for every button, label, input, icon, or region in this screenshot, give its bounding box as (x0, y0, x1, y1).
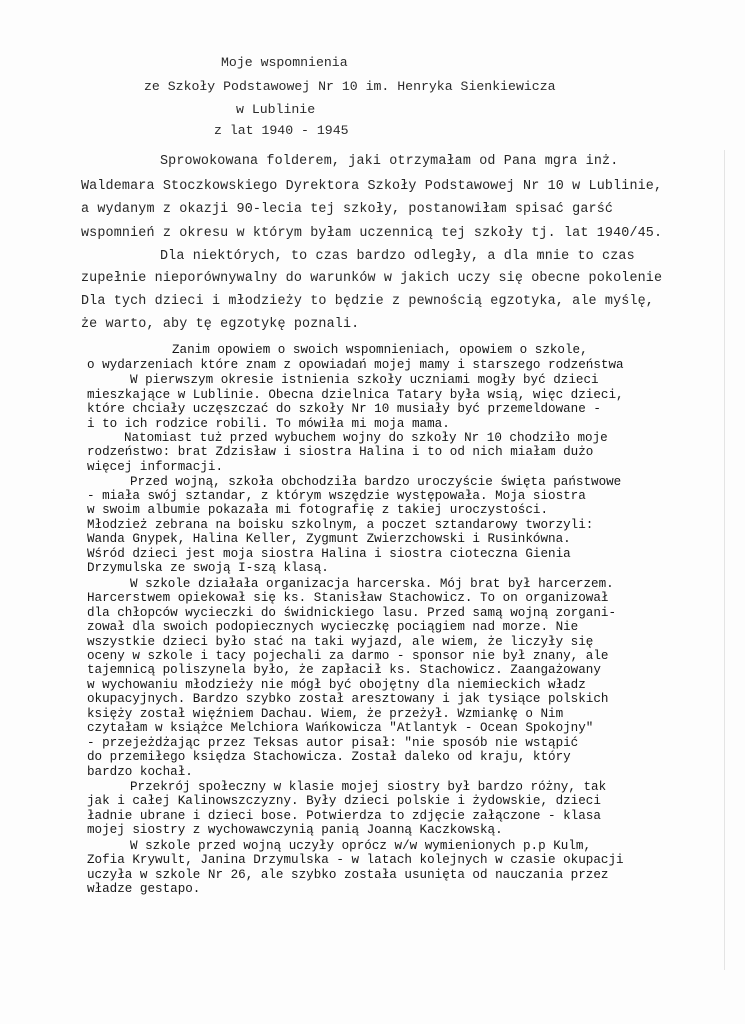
title-line: ze Szkoły Podstawowej Nr 10 im. Henryka Sienkiewicza (144, 79, 556, 94)
body-line: Sprowokowana folderem, jaki otrzymałam od Pana mgra inż. (160, 154, 619, 169)
body-line: więcej informacji. (87, 460, 224, 474)
body-line: wszystkie dzieci było stać na taki wyjazd, ale wiem, że liczyły się (87, 635, 594, 649)
body-line: zupełnie nieporównywalny do warunków w jakich uczy się obecne pokolenie (81, 271, 663, 286)
body-line: W szkole działała organizacja harcerska. Mój brat był harcerzem. (130, 577, 614, 591)
title-line: z lat 1940 - 1945 (214, 123, 349, 138)
body-line: w swoim albumie pokazała mi fotografię z takiej uroczystości. (87, 503, 549, 517)
body-line: władze gestapo. (87, 882, 201, 896)
body-line: Dla niektórych, to czas bardzo odległy, a dla mnie to czas (160, 249, 635, 264)
body-line: zował dla swoich podopiecznych wycieczkę pociągiem nad morze. Nie (87, 620, 579, 634)
body-line: mojej siostry z wychowawczynią panią Joanną Kaczkowską. (87, 823, 503, 837)
body-line: - miała swój sztandar, z którym wszędzie występowała. Moja siostra (87, 489, 586, 503)
body-line: jak i całej Kalinowszczyzny. Były dzieci polskie i żydowskie, dzieci (87, 794, 601, 808)
body-line: okupacyjnych. Bardzo szybko został aresztowany i jak tysiące polskich (87, 692, 609, 706)
body-line: wspomnień z okresu w którym byłam uczennicą tej szkoły tj. lat 1940/45. (81, 226, 663, 241)
body-line: księży został więźniem Dachau. Wiem, że przeżył. Wzmiankę o Nim (87, 707, 564, 721)
body-line: Przed wojną, szkoła obchodziła bardzo uroczyście święta państwowe (130, 475, 622, 489)
body-line: oceny w szkole i tacy pojechali za darmo - sponsor nie był znany, ale (87, 649, 609, 663)
body-line: Zofia Krywult, Janina Drzymulska - w latach kolejnych w czasie okupacji (87, 853, 624, 867)
body-line: dla chłopców wycieczki do świdnickiego lasu. Przed samą wojną zorgani- (87, 606, 617, 620)
body-line: do przemiłego księdza Stachowicza. Został daleko od kraju, który (87, 750, 571, 764)
body-line: ładnie ubrane i dzieci bose. Potwierdza to zdjęcie załączone - klasa (87, 809, 601, 823)
body-line: Zanim opowiem o swoich wspomnieniach, opowiem o szkole, (172, 343, 588, 357)
body-line: w wychowaniu młodzieży nie mógł być obojętny dla niemieckich władz (87, 678, 586, 692)
body-line: bardzo kochał. (87, 765, 193, 779)
body-line: - przejeżdżając przez Teksas autor pisał: "nie sposób nie wstąpić (87, 736, 579, 750)
body-line: czytałam w książce Melchiora Wańkowicza "Atlantyk - Ocean Spokojny" (87, 721, 594, 735)
body-line: uczyła w szkole Nr 26, ale szybko została usunięta od nauczania przez (87, 868, 609, 882)
body-line: Waldemara Stoczkowskiego Dyrektora Szkoły Podstawowej Nr 10 w Lublinie, (81, 179, 663, 194)
body-line: mieszkające w Lublinie. Obecna dzielnica Tatary była wsią, więc dzieci, (87, 388, 624, 402)
body-line: Natomiast tuż przed wybuchem wojny do szkoły Nr 10 chodziło moje (124, 431, 608, 445)
body-line: tajemnicą poliszynela było, że zapłacił ks. Stachowicz. Zaangażowany (87, 663, 601, 677)
body-line: W pierwszym okresie istnienia szkoły uczniami mogły być dzieci (130, 373, 599, 387)
page-edge-line (724, 150, 725, 970)
body-line: Wśród dzieci jest moja siostra Halina i siostra cioteczna Gienia (87, 547, 571, 561)
body-line: o wydarzeniach które znam z opowiadań mojej mamy i starszego rodzeństwa (87, 358, 624, 372)
body-line: które chciały uczęszczać do szkoły Nr 10 musiały być przemeldowane - (87, 402, 601, 416)
body-line: Wanda Gnypek, Halina Keller, Zygmunt Zwierzchowski i Rusinkówna. (87, 532, 571, 546)
body-line: Harcerstwem opiekował się ks. Stanisław Stachowicz. To on organizował (87, 591, 609, 605)
body-line: Drzymulska ze swoją I-szą klasą. (87, 561, 329, 575)
title-line: w Lublinie (236, 102, 316, 117)
body-line: Dla tych dzieci i młodzieży to będzie z pewnością egzotyka, ale myślę, (81, 294, 654, 309)
body-line: że warto, aby tę egzotykę poznali. (81, 317, 360, 332)
body-line: rodzeństwo: brat Zdzisław i siostra Halina i to od nich miałam dużo (87, 445, 594, 459)
body-line: i to ich rodzice robili. To mówiła mi moja mama. (87, 417, 450, 431)
title-line: Moje wspomnienia (221, 55, 348, 70)
body-line: W szkole przed wojną uczyły oprócz w/w wymienionych p.p Kulm, (130, 839, 592, 853)
body-line: Przekrój społeczny w klasie mojej siostry był bardzo różny, tak (130, 780, 607, 794)
body-line: a wydanym z okazji 90-lecia tej szkoły, postanowiłam spisać garść (81, 202, 614, 217)
body-line: Młodzież zebrana na boisku szkolnym, a poczet sztandarowy tworzyli: (87, 518, 594, 532)
